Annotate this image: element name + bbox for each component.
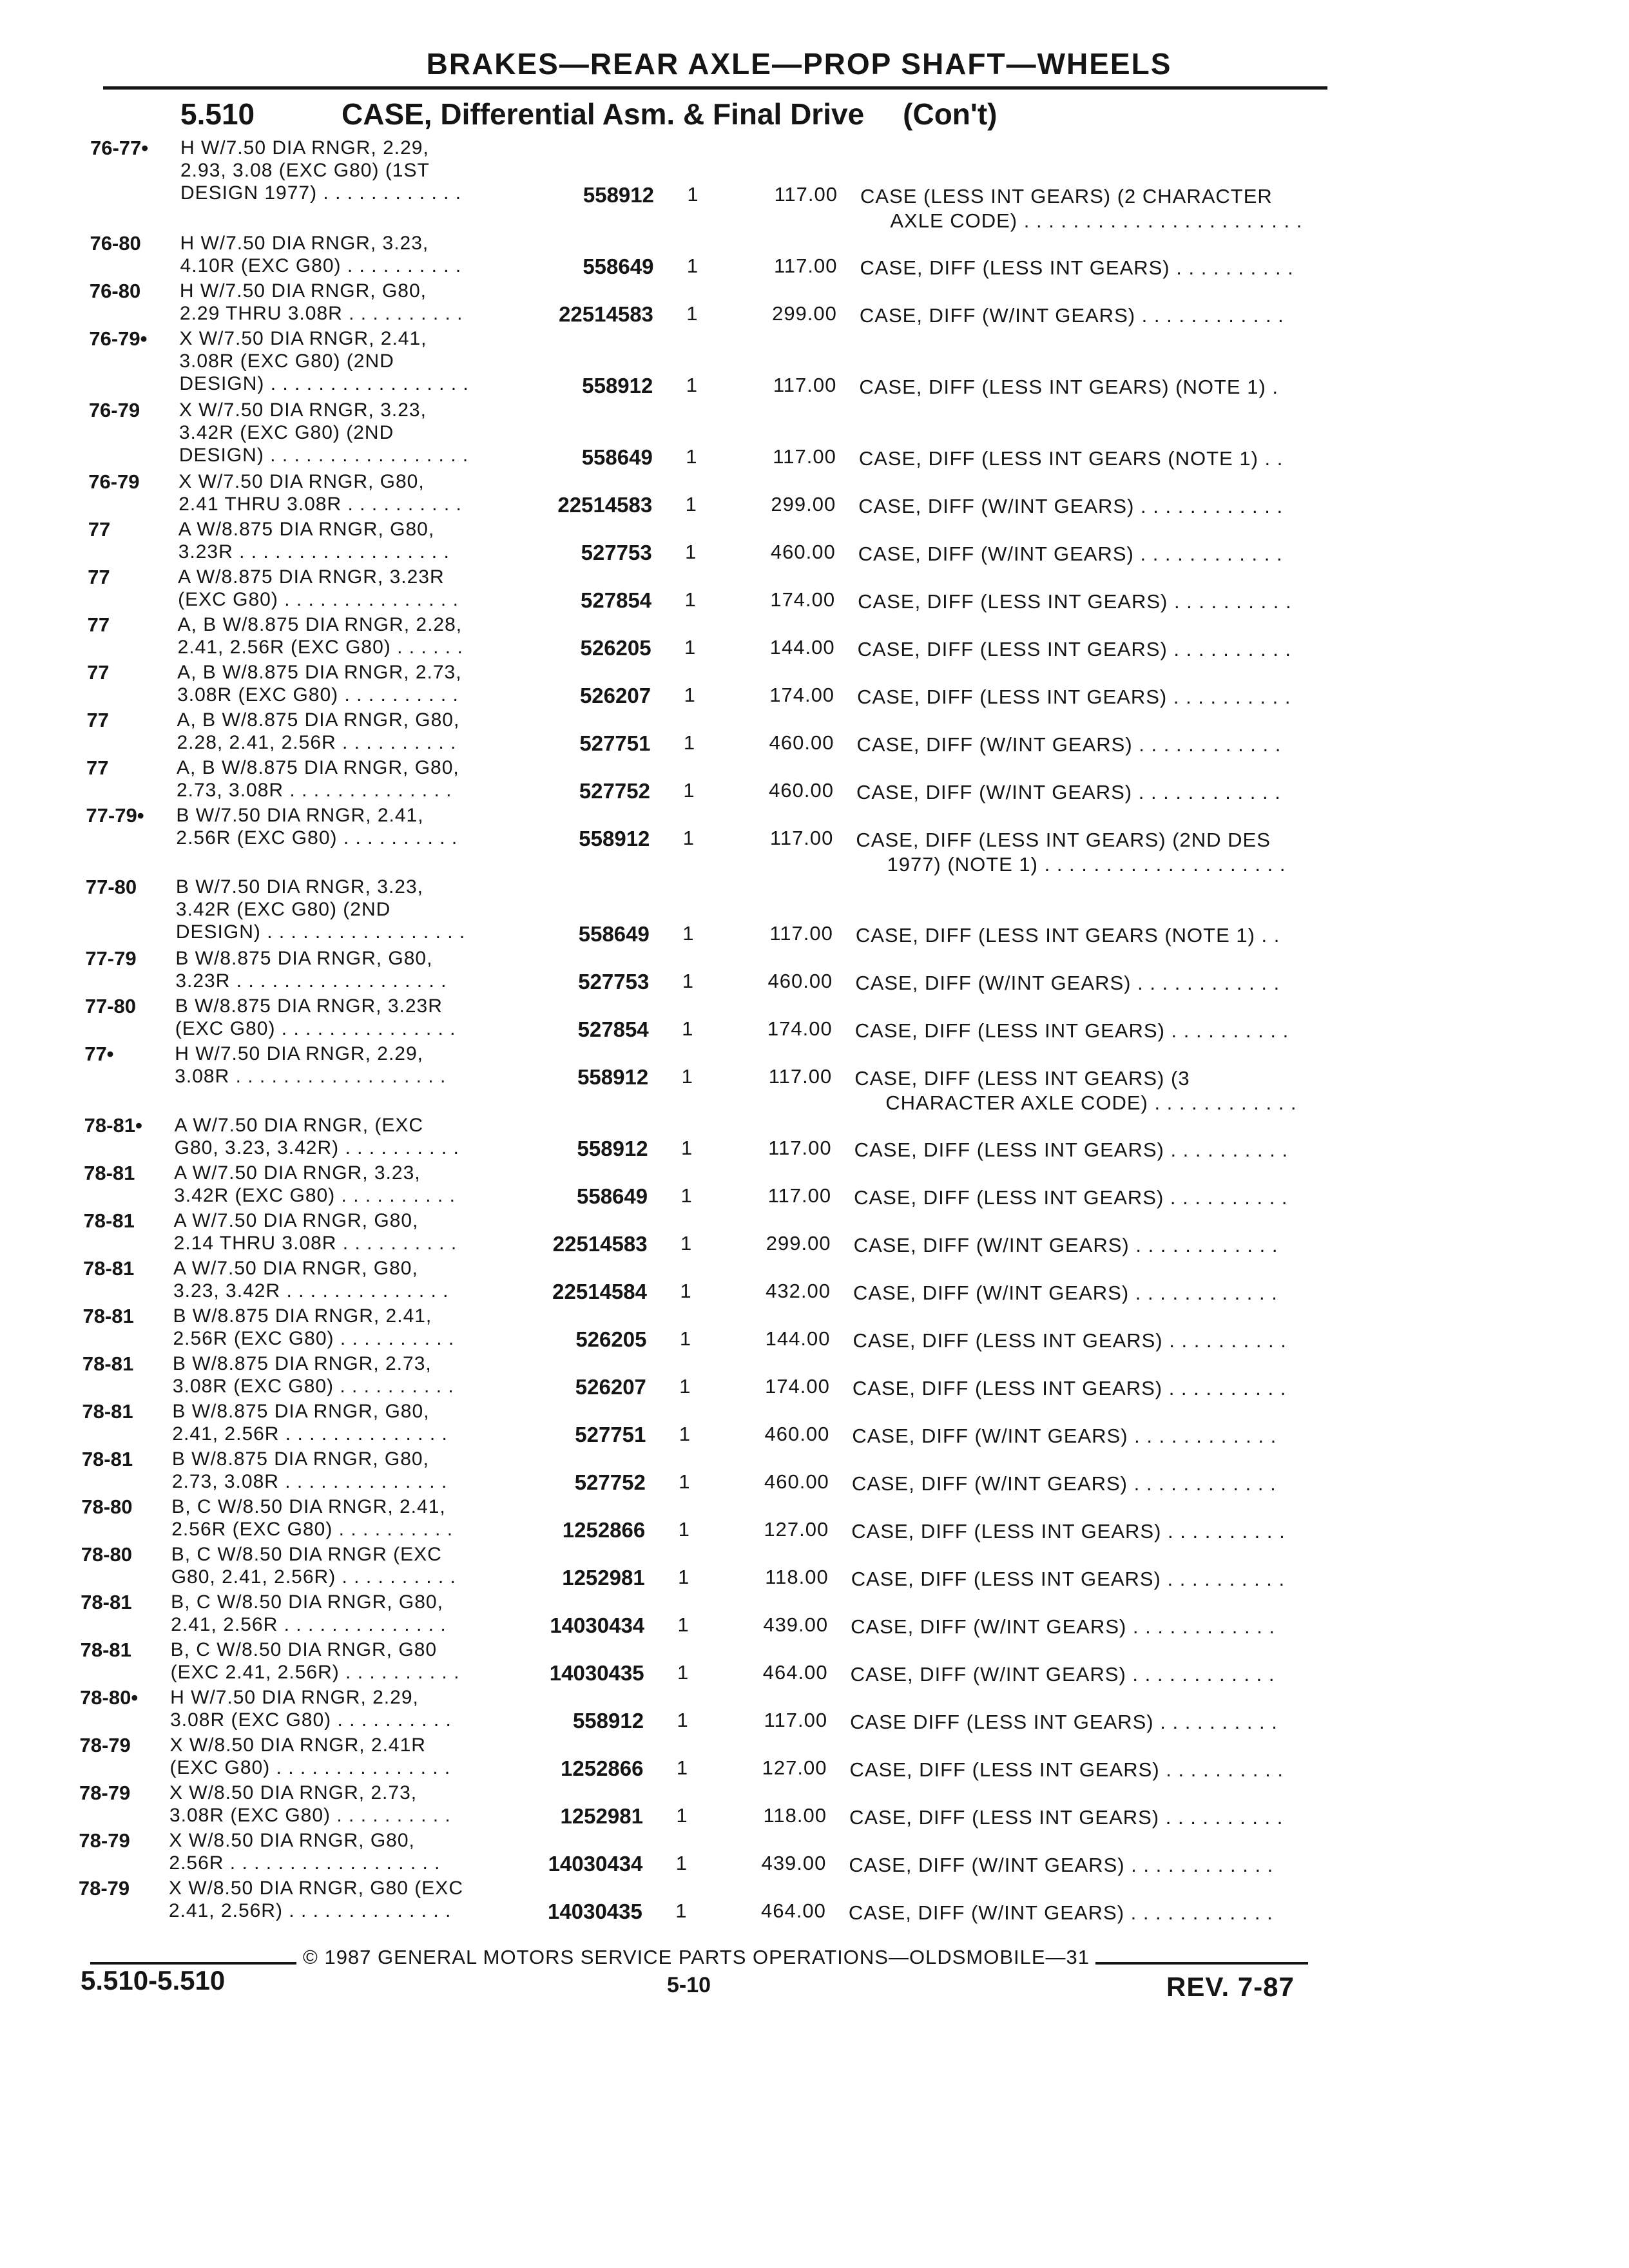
row-description: B W/8.875 DIA RNGR, G80, 3.23R . . . . . . . . . . . . . . . . . . — [175, 948, 447, 992]
row-quantity: 1 — [679, 1327, 691, 1350]
row-description: H W/7.50 DIA RNGR, 2.29, 2.93, 3.08 (EXC G80) (1ST DESIGN 1977) . . . . . . . . . . . . — [180, 137, 462, 204]
row-part-number: 558649 — [583, 255, 654, 278]
row-quantity: 1 — [683, 779, 695, 802]
row-part-number: 558912 — [577, 1137, 648, 1160]
row-quantity: 1 — [684, 684, 695, 706]
row-part-number: 527751 — [575, 1423, 646, 1446]
row-part-number: 558912 — [582, 374, 653, 398]
row-part-number: 527751 — [579, 731, 651, 755]
row-quantity: 1 — [677, 1613, 689, 1636]
row-part-number: 558912 — [579, 827, 650, 850]
row-year: 76-80 — [90, 232, 141, 255]
row-quantity: 1 — [678, 1518, 689, 1541]
row-year: 78-80 — [81, 1543, 132, 1566]
row-description: X W/8.50 DIA RNGR, G80 (EXC 2.41, 2.56R) . . . . . . . . . . . . . . — [168, 1878, 463, 1921]
row-year: 78-81 — [82, 1400, 133, 1423]
row-quantity: 1 — [679, 1470, 690, 1493]
row-quantity: 1 — [684, 636, 696, 658]
row-price: 117.00 — [769, 922, 833, 945]
row-description: A, B W/8.875 DIA RNGR, 2.28, 2.41, 2.56R (EXC G80) . . . . . . — [177, 614, 463, 658]
row-part-name: CASE, DIFF (W/INT GEARS) . . . . . . . . . . . . — [853, 1234, 1278, 1256]
row-part-name: CASE, DIFF (W/INT GEARS) . . . . . . . . . . . . — [858, 495, 1284, 517]
row-year: 78-81 — [81, 1591, 132, 1613]
row-price: 464.00 — [762, 1661, 828, 1684]
row-price: 174.00 — [770, 588, 836, 611]
row-part-name: CASE, DIFF (W/INT GEARS) . . . . . . . . . . . . — [859, 304, 1284, 327]
row-part-name: CASE, DIFF (W/INT GEARS) . . . . . . . . . . . . — [850, 1663, 1275, 1686]
row-price: 174.00 — [765, 1375, 830, 1398]
row-quantity: 1 — [675, 1899, 687, 1922]
row-year: 78-81 — [83, 1209, 135, 1232]
row-description: X W/8.50 DIA RNGR, 2.41R (EXC G80) . . . . . . . . . . . . . . . — [169, 1735, 451, 1778]
row-part-name: CASE, DIFF (LESS INT GEARS) . . . . . . . . . . — [854, 1186, 1288, 1209]
row-part-number: 527753 — [581, 541, 652, 564]
row-description: B W/7.50 DIA RNGR, 3.23, 3.42R (EXC G80) (2ND DESIGN) . . . . . . . . . . . . . . . . . — [175, 876, 466, 943]
row-part-name: CASE, DIFF (LESS INT GEARS) . . . . . . . . . . — [857, 638, 1292, 660]
row-part-name: CASE, DIFF (LESS INT GEARS) (3 CHARACTER AXLE CODE) . . . . . . . . . . . . — [854, 1067, 1297, 1114]
row-description: B, C W/8.50 DIA RNGR, 2.41, 2.56R (EXC G80) . . . . . . . . . . — [171, 1496, 454, 1540]
row-price: 439.00 — [761, 1852, 827, 1874]
row-quantity: 1 — [686, 255, 699, 277]
row-price: 174.00 — [769, 684, 835, 706]
row-part-name: CASE, DIFF (LESS INT GEARS) (2ND DES 1977) (NOTE 1) . . . . . . . . . . . . . . . . . . . . — [856, 829, 1286, 876]
footer-rule-left — [90, 1962, 296, 1965]
row-description: A, B W/8.875 DIA RNGR, G80, 2.28, 2.41, 2.56R . . . . . . . . . . — [177, 709, 460, 753]
row-year: 77-79• — [86, 804, 144, 827]
row-part-number: 526207 — [575, 1375, 646, 1399]
row-quantity: 1 — [682, 1017, 693, 1040]
row-price: 460.00 — [769, 731, 834, 754]
row-year: 78-79 — [79, 1782, 131, 1804]
section-continued-label: (Con't) — [903, 97, 998, 131]
row-quantity: 1 — [680, 1280, 691, 1302]
row-description: H W/7.50 DIA RNGR, 3.23, 4.10R (EXC G80) . . . . . . . . . . — [180, 233, 462, 276]
row-price: 432.00 — [766, 1280, 831, 1302]
row-year: 76-79• — [89, 327, 148, 350]
row-description: B, C W/8.50 DIA RNGR (EXC G80, 2.41, 2.56R) . . . . . . . . . . — [171, 1544, 456, 1588]
row-year: 77 — [86, 709, 109, 731]
row-quantity: 1 — [682, 922, 694, 945]
row-description: X W/7.50 DIA RNGR, G80, 2.41 THRU 3.08R . . . . . . . . . . — [178, 471, 462, 515]
row-price: 117.00 — [764, 1709, 828, 1731]
row-part-name: CASE, DIFF (W/INT GEARS) . . . . . . . . . . . . — [851, 1472, 1277, 1495]
row-description: B W/8.875 DIA RNGR, 2.73, 3.08R (EXC G80) . . . . . . . . . . — [172, 1353, 454, 1397]
row-description: A, B W/8.875 DIA RNGR, G80, 2.73, 3.08R . . . . . . . . . . . . . . — [176, 757, 459, 801]
row-description: B, C W/8.50 DIA RNGR, G80, 2.41, 2.56R . . . . . . . . . . . . . . — [171, 1591, 447, 1635]
row-description: X W/7.50 DIA RNGR, 2.41, 3.08R (EXC G80) (2ND DESIGN) . . . . . . . . . . . . . . . . . — [179, 328, 469, 394]
row-description: A W/8.875 DIA RNGR, G80, 3.23R . . . . . . . . . . . . . . . . . . — [178, 519, 450, 562]
row-price: 117.00 — [773, 374, 837, 396]
row-description: A W/7.50 DIA RNGR, 3.23, 3.42R (EXC G80) . . . . . . . . . . — [174, 1162, 456, 1206]
row-description: B, C W/8.50 DIA RNGR, G80 (EXC 2.41, 2.56R) . . . . . . . . . . — [170, 1639, 460, 1683]
row-year: 76-77• — [90, 137, 149, 159]
row-description: B W/8.875 DIA RNGR, G80, 2.73, 3.08R . . . . . . . . . . . . . . — [171, 1448, 448, 1492]
row-description: X W/7.50 DIA RNGR, 3.23, 3.42R (EXC G80) (2ND DESIGN) . . . . . . . . . . . . . . . . . — [178, 399, 469, 466]
row-year: 78-80• — [80, 1686, 139, 1709]
row-year: 78-81 — [80, 1639, 131, 1661]
row-price: 439.00 — [763, 1613, 829, 1636]
row-part-name: CASE, DIFF (LESS INT GEARS) (NOTE 1) . — [859, 376, 1278, 398]
row-part-name: CASE, DIFF (LESS INT GEARS) . . . . . . . . . . — [854, 1139, 1289, 1161]
row-description: B W/8.875 DIA RNGR, 2.41, 2.56R (EXC G80) . . . . . . . . . . — [173, 1305, 455, 1349]
row-quantity: 1 — [679, 1423, 690, 1445]
row-quantity: 1 — [677, 1709, 688, 1731]
row-year: 78-79 — [79, 1829, 130, 1852]
row-quantity: 1 — [681, 1065, 693, 1088]
row-year: 78-81 — [82, 1305, 134, 1327]
row-part-number: 527752 — [574, 1470, 646, 1494]
row-price: 460.00 — [770, 541, 836, 563]
row-part-number: 14030434 — [548, 1852, 643, 1876]
row-year: 78-81• — [84, 1114, 142, 1137]
row-price: 460.00 — [764, 1423, 830, 1445]
row-year: 76-80 — [89, 280, 141, 302]
row-year: 77-80 — [85, 876, 137, 898]
row-quantity: 1 — [685, 541, 697, 563]
row-part-name: CASE, DIFF (LESS INT GEARS) . . . . . . . . . . — [851, 1568, 1286, 1590]
row-part-name: CASE, DIFF (LESS INT GEARS) . . . . . . . . . . — [860, 256, 1294, 279]
row-price: 117.00 — [769, 827, 834, 849]
page-header-title: BRAKES—REAR AXLE—PROP SHAFT—WHEELS — [426, 47, 1172, 81]
row-part-name: CASE, DIFF (W/INT GEARS) . . . . . . . . . . . . — [851, 1615, 1276, 1638]
row-price: 117.00 — [773, 255, 838, 277]
row-price: 144.00 — [769, 636, 835, 658]
row-description: H W/7.50 DIA RNGR, G80, 2.29 THRU 3.08R . . . . . . . . . . — [179, 280, 463, 324]
row-year: 78-80 — [81, 1495, 133, 1518]
row-description: A W/7.50 DIA RNGR, (EXC G80, 3.23, 3.42R) . . . . . . . . . . — [174, 1115, 459, 1158]
row-year: 78-81 — [84, 1162, 135, 1184]
footer-rule-right — [1095, 1962, 1308, 1965]
row-part-name: CASE DIFF (LESS INT GEARS) . . . . . . . . . . — [850, 1711, 1278, 1733]
row-quantity: 1 — [682, 827, 695, 849]
row-description: H W/7.50 DIA RNGR, 2.29, 3.08R . . . . . . . . . . . . . . . . . . — [175, 1043, 447, 1087]
row-quantity: 1 — [676, 1756, 688, 1779]
row-quantity: 1 — [681, 1137, 693, 1159]
row-part-number: 558649 — [576, 1184, 648, 1208]
row-year: 78-81 — [82, 1352, 134, 1375]
row-quantity: 1 — [680, 1184, 692, 1207]
row-part-number: 14030435 — [548, 1899, 642, 1923]
section-title: CASE, Differential Asm. & Final Drive — [342, 97, 865, 131]
row-description: A W/7.50 DIA RNGR, G80, 2.14 THRU 3.08R . . . . . . . . . . — [173, 1210, 458, 1254]
row-part-number: 1252981 — [562, 1566, 645, 1590]
row-part-number: 526207 — [579, 684, 651, 707]
row-price: 117.00 — [767, 1184, 832, 1207]
row-price: 127.00 — [762, 1756, 827, 1779]
row-quantity: 1 — [687, 183, 699, 206]
row-year: 78-81 — [81, 1448, 133, 1470]
row-quantity: 1 — [675, 1852, 688, 1874]
row-year: 77 — [86, 756, 109, 779]
row-description: B W/8.875 DIA RNGR, 3.23R (EXC G80) . . . . . . . . . . . . . . . — [175, 995, 456, 1039]
row-price: 127.00 — [764, 1518, 829, 1541]
row-part-name: CASE, DIFF (LESS INT GEARS (NOTE 1) . . — [858, 447, 1284, 470]
row-quantity: 1 — [686, 445, 697, 468]
row-year: 77 — [88, 518, 111, 541]
row-part-number: 1252866 — [562, 1518, 646, 1542]
row-price: 464.00 — [761, 1899, 826, 1922]
row-part-name: CASE, DIFF (W/INT GEARS) . . . . . . . . . . . . — [856, 733, 1282, 756]
row-part-number: 1252866 — [561, 1756, 644, 1780]
row-price: 144.00 — [765, 1327, 831, 1350]
row-quantity: 1 — [684, 588, 696, 611]
row-quantity: 1 — [680, 1232, 692, 1254]
footer-revision: REV. 7-87 — [1166, 1972, 1295, 2002]
row-part-name: CASE, DIFF (W/INT GEARS) . . . . . . . . . . . . — [856, 781, 1281, 803]
row-year: 78-79 — [79, 1734, 131, 1756]
row-quantity: 1 — [686, 302, 698, 325]
row-year: 77• — [84, 1043, 114, 1065]
row-part-number: 22514584 — [552, 1280, 647, 1303]
row-price: 117.00 — [773, 445, 836, 468]
row-quantity: 1 — [679, 1375, 691, 1398]
row-part-name: CASE, DIFF (W/INT GEARS) . . . . . . . . . . . . — [848, 1901, 1273, 1924]
row-part-number: 22514583 — [559, 302, 653, 326]
row-year: 77 — [87, 661, 110, 684]
row-part-name: CASE, DIFF (LESS INT GEARS) . . . . . . . . . . — [849, 1806, 1284, 1829]
row-part-name: CASE, DIFF (W/INT GEARS) . . . . . . . . . . . . — [853, 1282, 1278, 1304]
row-part-number: 558649 — [581, 445, 653, 469]
row-price: 299.00 — [766, 1232, 831, 1254]
row-description: H W/7.50 DIA RNGR, 2.29, 3.08R (EXC G80) . . . . . . . . . . — [170, 1687, 452, 1731]
row-part-name: CASE, DIFF (LESS INT GEARS) . . . . . . . . . . — [858, 590, 1292, 613]
row-price: 299.00 — [772, 302, 837, 325]
row-part-name: CASE, DIFF (LESS INT GEARS) . . . . . . . . . . — [852, 1377, 1287, 1399]
row-part-name: CASE, DIFF (LESS INT GEARS) . . . . . . . . . . — [853, 1329, 1287, 1352]
row-quantity: 1 — [676, 1804, 688, 1827]
row-part-number: 527854 — [581, 588, 652, 612]
row-quantity: 1 — [677, 1661, 689, 1684]
row-part-number: 558649 — [578, 922, 650, 946]
row-year: 78-79 — [78, 1877, 130, 1899]
row-part-number: 527752 — [579, 779, 650, 803]
row-description: B W/8.875 DIA RNGR, G80, 2.41, 2.56R . . . . . . . . . . . . . . — [172, 1401, 448, 1445]
row-part-name: CASE, DIFF (LESS INT GEARS) . . . . . . . . . . — [854, 1019, 1289, 1042]
row-year: 77 — [87, 613, 110, 636]
row-part-name: CASE, DIFF (LESS INT GEARS) . . . . . . . . . . — [857, 686, 1291, 708]
row-description: X W/8.50 DIA RNGR, 2.73, 3.08R (EXC G80) . . . . . . . . . . — [169, 1782, 451, 1826]
row-part-number: 558912 — [583, 183, 654, 207]
row-price: 118.00 — [763, 1804, 827, 1827]
row-price: 460.00 — [767, 970, 833, 992]
row-part-name: CASE, DIFF (W/INT GEARS) . . . . . . . . . . . . — [855, 972, 1280, 994]
row-description: A, B W/8.875 DIA RNGR, 2.73, 3.08R (EXC G80) . . . . . . . . . . — [177, 662, 462, 706]
row-quantity: 1 — [685, 493, 697, 515]
row-year: 77 — [88, 566, 110, 588]
footer-page-number: 5-10 — [667, 1973, 711, 1997]
row-part-number: 1252981 — [560, 1804, 643, 1828]
row-price: 118.00 — [765, 1566, 829, 1588]
row-quantity: 1 — [683, 731, 695, 754]
row-quantity: 1 — [682, 970, 693, 992]
row-quantity: 1 — [686, 374, 697, 396]
section-number: 5.510 — [180, 97, 255, 131]
row-description: A W/8.875 DIA RNGR, 3.23R (EXC G80) . . . . . . . . . . . . . . . — [178, 566, 459, 610]
row-part-number: 14030435 — [549, 1661, 644, 1685]
row-year: 77-79 — [85, 947, 137, 970]
row-price: 460.00 — [764, 1470, 829, 1493]
row-part-number: 558912 — [577, 1065, 649, 1089]
row-part-name: CASE, DIFF (W/INT GEARS) . . . . . . . . . . . . — [852, 1425, 1277, 1447]
row-part-number: 527854 — [577, 1017, 649, 1041]
row-part-name: CASE, DIFF (LESS INT GEARS (NOTE 1) . . — [855, 924, 1280, 947]
row-part-number: 527753 — [578, 970, 650, 994]
row-description: B W/7.50 DIA RNGR, 2.41, 2.56R (EXC G80) . . . . . . . . . . — [176, 805, 458, 849]
row-part-number: 526205 — [580, 636, 651, 660]
row-price: 299.00 — [771, 493, 836, 515]
row-price: 174.00 — [767, 1017, 833, 1040]
row-description: A W/7.50 DIA RNGR, G80, 3.23, 3.42R . . . . . . . . . . . . . . — [173, 1258, 449, 1302]
row-part-number: 14030434 — [550, 1613, 645, 1637]
row-part-name: CASE, DIFF (W/INT GEARS) . . . . . . . . . . . . — [858, 543, 1283, 565]
row-description: X W/8.50 DIA RNGR, G80, 2.56R . . . . . . . . . . . . . . . . . . — [169, 1830, 441, 1874]
row-price: 117.00 — [774, 183, 838, 206]
row-price: 460.00 — [769, 779, 834, 802]
row-price: 117.00 — [768, 1065, 833, 1088]
row-year: 76-79 — [88, 470, 140, 493]
row-part-number: 526205 — [575, 1327, 647, 1351]
row-part-number: 22514583 — [557, 493, 653, 517]
row-year: 77-80 — [84, 995, 137, 1017]
row-part-number: 22514583 — [552, 1232, 648, 1256]
row-part-name: CASE, DIFF (W/INT GEARS) . . . . . . . . . . . . — [849, 1854, 1274, 1876]
row-part-name: CASE, DIFF (LESS INT GEARS) . . . . . . . . . . — [851, 1520, 1286, 1542]
row-year: 76-79 — [88, 399, 140, 421]
row-part-number: 558912 — [572, 1709, 644, 1733]
row-price: 117.00 — [768, 1137, 832, 1159]
row-year: 78-81 — [83, 1257, 135, 1280]
row-part-name: CASE (LESS INT GEARS) (2 CHARACTER AXLE CODE) . . . . . . . . . . . . . . . . . . . . . . . — [860, 185, 1303, 232]
row-quantity: 1 — [678, 1566, 689, 1588]
footer-copyright: © 1987 GENERAL MOTORS SERVICE PARTS OPERATIONS—OLDSMOBILE—31 — [303, 1946, 1090, 1968]
row-part-name: CASE, DIFF (LESS INT GEARS) . . . . . . . . . . — [849, 1758, 1284, 1781]
footer-section-range: 5.510-5.510 — [81, 1965, 226, 1995]
